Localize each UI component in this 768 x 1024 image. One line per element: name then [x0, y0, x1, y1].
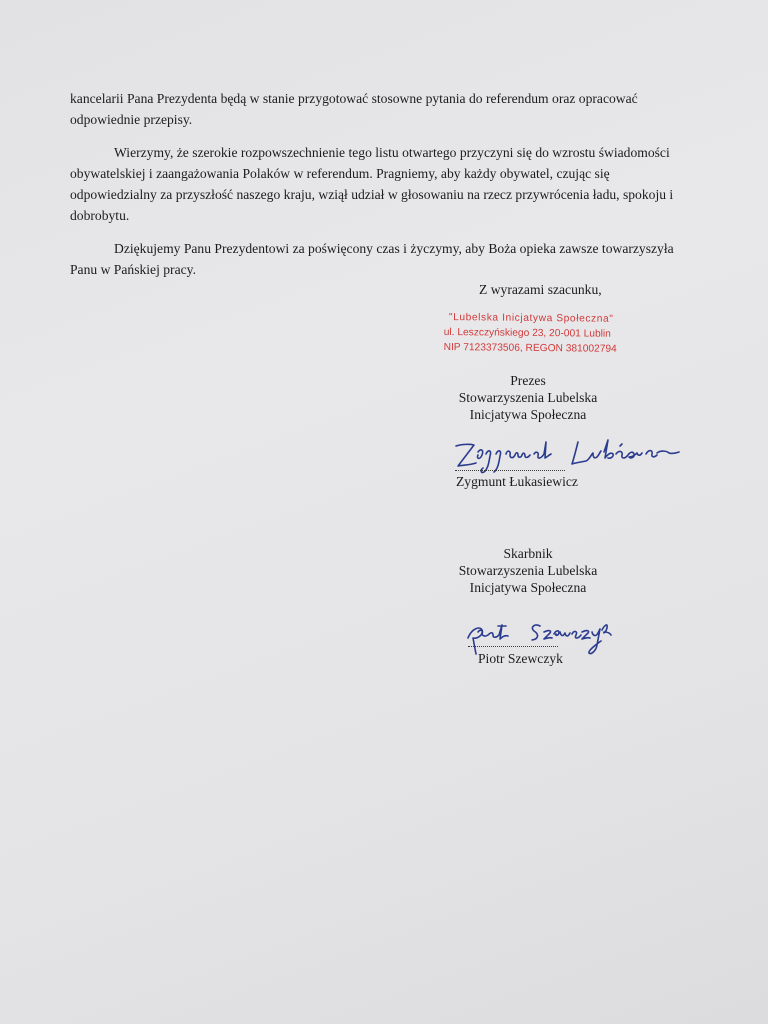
signatory-role: Prezes — [510, 373, 546, 388]
signatory-org-line2: Inicjatywa Społeczna — [469, 580, 587, 595]
stamp-registry: NIP 7123373506, REGON 381002794 — [443, 341, 617, 355]
signatory-treasurer-title — [428, 545, 628, 596]
signatory-name-president: Zygmunt Łukasiewicz — [456, 474, 578, 489]
signatory-org-line1: Stowarzyszenia Lubelska — [458, 390, 598, 405]
organization-stamp — [444, 310, 618, 357]
paragraph-2: Wierzymy, że szerokie rozpowszechnienie tego listu otwartego przyczyni się do wzrostu świadomości obywatelskiej i zaangażowania Polaków w referendum. Pragniemy, aby każdy obywatel, czując się odpowiedzialny za przyszłość naszego kraju, wziął udział w głosowaniu na rzecz przywrócenia ładu, spokoju i dobrobytu. — [70, 145, 674, 223]
signatory-org-line2: Inicjatywa Społeczna — [469, 407, 587, 422]
stamp-address: ul. Leszczyńskiego 23, 20-001 Lublin — [443, 326, 611, 340]
paragraph-3: Dziękujemy Panu Prezydentowi za poświęcony czas i życzymy, aby Boża opieka zawsze towarzyszyła Panu w Pańskiej pracy. — [70, 241, 674, 277]
letter-body — [70, 88, 682, 292]
signature-zygmunt-lukasiewicz — [448, 432, 683, 478]
closing-salutation: Z wyrazami szacunku, — [479, 282, 602, 297]
signatory-president-title — [428, 372, 628, 423]
signatory-name-treasurer: Piotr Szewczyk — [478, 651, 563, 666]
stamp-org-name: "Lubelska Inicjatywa Społeczna" — [448, 312, 614, 325]
signatory-role: Skarbnik — [503, 546, 553, 561]
signature-line-president — [455, 470, 565, 471]
paragraph-1: kancelarii Pana Prezydenta będą w stanie przygotować stosowne pytania do referendum oraz opracować odpowiednie przepisy. — [70, 91, 638, 127]
signature-line-treasurer — [468, 646, 558, 647]
signatory-org-line1: Stowarzyszenia Lubelska — [458, 563, 598, 578]
